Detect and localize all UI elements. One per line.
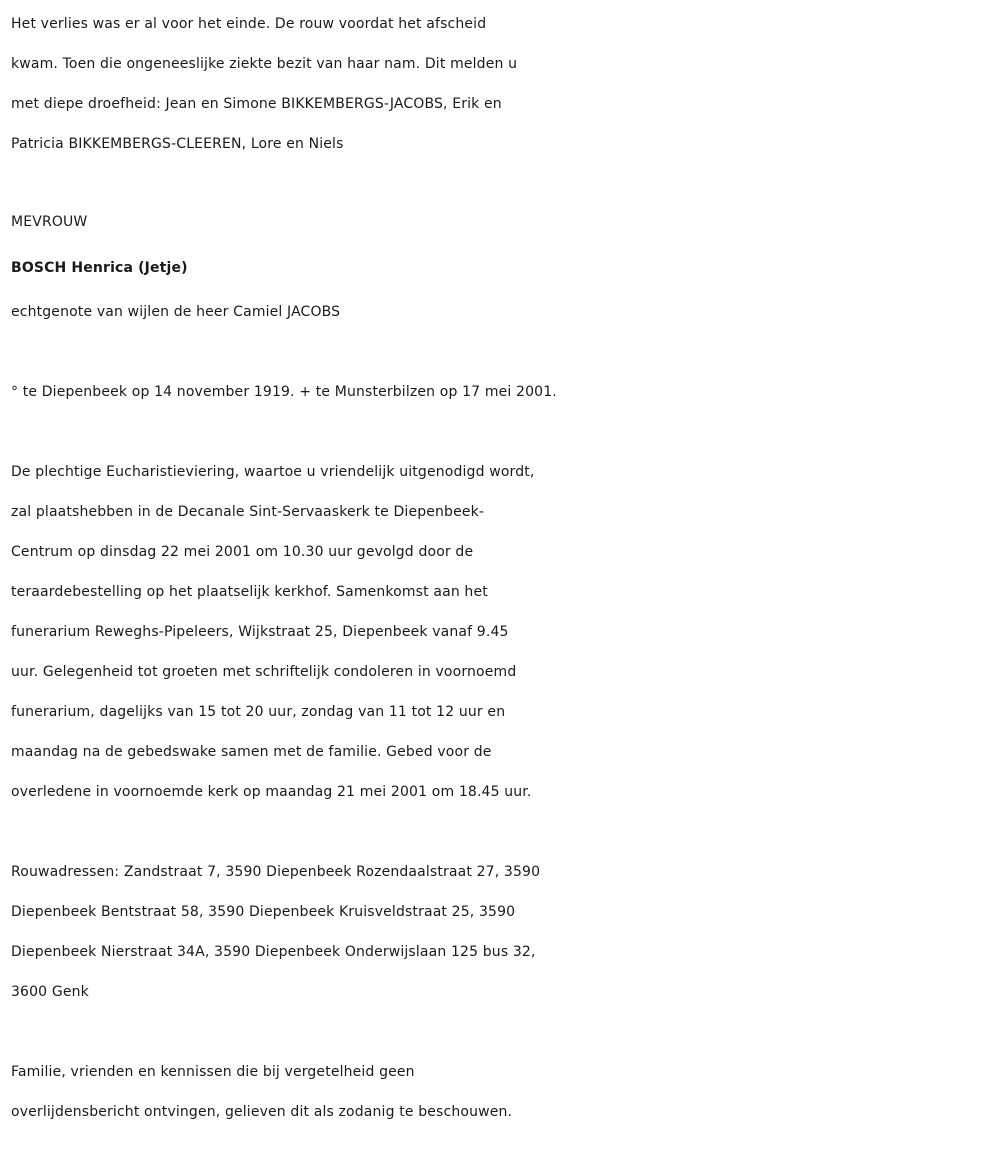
- closing-line: overlijdensbericht ontvingen, gelieven dit als zodanig te beschouwen.: [11, 1104, 513, 1120]
- ceremony-paragraph: [11, 452, 1000, 812]
- deceased-name: BOSCH Henrica (Jetje): [11, 260, 188, 276]
- spacer: [11, 412, 1000, 452]
- address-line: Diepenbeek Nierstraat 34A, 3590 Diepenbeek Onderwijslaan 125 bus 32,: [11, 944, 536, 960]
- closing-paragraph: [11, 1052, 1000, 1132]
- spacer: [11, 812, 1000, 852]
- address-line: Rouwadressen: Zandstraat 7, 3590 Diepenbeek Rozendaalstraat 27, 3590: [11, 864, 541, 880]
- addresses-paragraph: [11, 852, 1000, 1012]
- intro-line: met diepe droefheid: Jean en Simone BIKKEMBERGS-JACOBS, Erik en: [11, 96, 502, 112]
- address-line: 3600 Genk: [11, 984, 89, 1000]
- ceremony-line: De plechtige Eucharistieviering, waartoe u vriendelijk uitgenodigd wordt,: [11, 464, 535, 480]
- birth-death-line: ° te Diepenbeek op 14 november 1919. + te Munsterbilzen op 17 mei 2001.: [11, 384, 557, 400]
- deceased-relation: echtgenote van wijlen de heer Camiel JACOBS: [11, 304, 341, 320]
- spacer: [11, 164, 1000, 204]
- ceremony-line: overledene in voornoemde kerk op maandag 21 mei 2001 om 18.45 uur.: [11, 784, 532, 800]
- intro-line: kwam. Toen die ongeneeslijke ziekte bezit van haar nam. Dit melden u: [11, 56, 518, 72]
- spacer: [11, 332, 1000, 372]
- spacer: [11, 1012, 1000, 1052]
- ceremony-line: Centrum op dinsdag 22 mei 2001 om 10.30 uur gevolgd door de: [11, 544, 474, 560]
- intro-paragraph: [11, 4, 1000, 164]
- ceremony-line: maandag na de gebedswake samen met de familie. Gebed voor de: [11, 744, 492, 760]
- closing-line: Familie, vrienden en kennissen die bij vergetelheid geen: [11, 1064, 415, 1080]
- ceremony-line: teraardebestelling op het plaatselijk kerkhof. Samenkomst aan het: [11, 584, 488, 600]
- intro-line: Patricia BIKKEMBERGS-CLEEREN, Lore en Niels: [11, 136, 344, 152]
- address-line: Diepenbeek Bentstraat 58, 3590 Diepenbeek Kruisveldstraat 25, 3590: [11, 904, 516, 920]
- ceremony-line: zal plaatshebben in de Decanale Sint-Servaaskerk te Diepenbeek-: [11, 504, 485, 520]
- deceased-title: MEVROUW: [11, 214, 88, 230]
- intro-line: Het verlies was er al voor het einde. De rouw voordat het afscheid: [11, 16, 487, 32]
- ceremony-line: funerarium Reweghs-Pipeleers, Wijkstraat 25, Diepenbeek vanaf 9.45: [11, 624, 509, 640]
- ceremony-line: uur. Gelegenheid tot groeten met schriftelijk condoleren in voornoemd: [11, 664, 517, 680]
- ceremony-line: funerarium, dagelijks van 15 tot 20 uur, zondag van 11 tot 12 uur en: [11, 704, 506, 720]
